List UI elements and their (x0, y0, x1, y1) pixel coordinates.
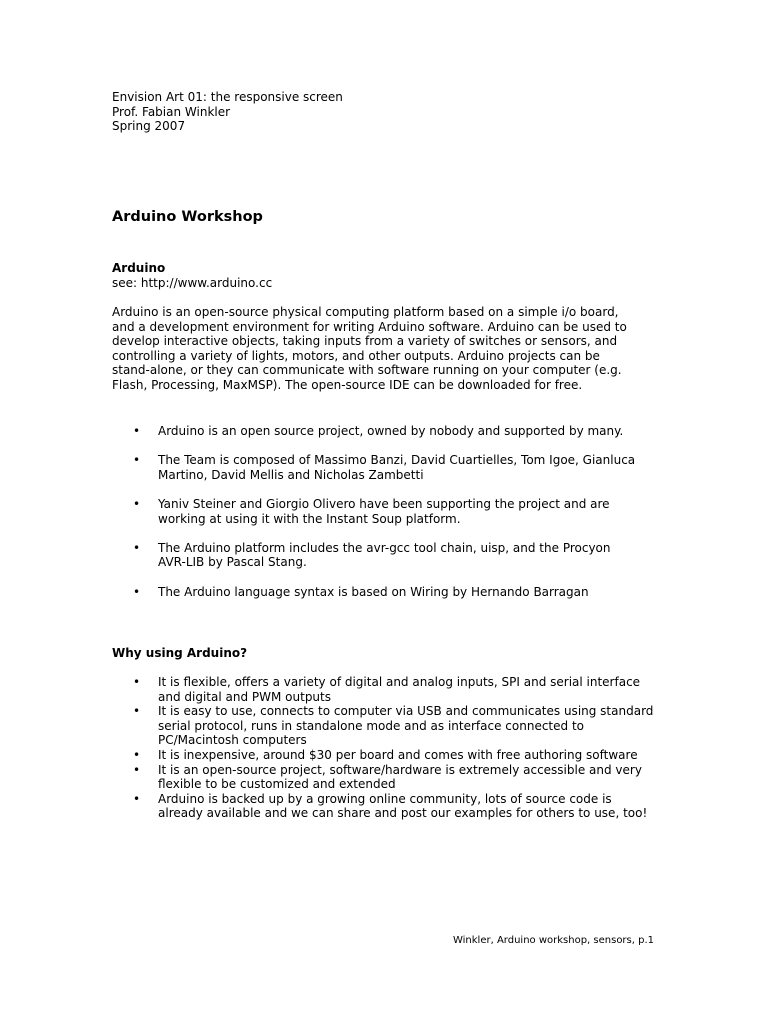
list-item (112, 585, 672, 600)
term: Spring 2007 (112, 119, 186, 134)
list-item-line: Martino, David Mellis and Nicholas Zambetti (158, 467, 424, 482)
list-item-line: working at using it with the Instant Soup platform. (158, 511, 461, 526)
page-footer: Winkler, Arduino workshop, sensors, p.1 (452, 935, 654, 946)
why-reasons-list (112, 675, 672, 821)
intro-line: and a development environment for writing Arduino software. Arduino can be used to (112, 319, 627, 334)
list-item-line: AVR-LIB by Pascal Stang. (158, 555, 307, 570)
intro-line: Arduino is an open-source physical computing platform based on a simple i/o board, (112, 305, 619, 319)
bullet-glyph: • (133, 675, 141, 689)
list-item-line: Yaniv Steiner and Giorgio Olivero have been supporting the project and are (158, 496, 610, 511)
arduino-facts-list (112, 424, 672, 614)
list-item-line: The Team is composed of Massimo Banzi, David Cuartielles, Tom Igoe, Gianluca (158, 453, 636, 468)
list-item (112, 763, 672, 792)
list-item (112, 453, 672, 482)
bullet-glyph: • (133, 704, 141, 719)
list-item-line: The Arduino language syntax is based on Wiring by Hernando Barragan (158, 584, 589, 599)
bullet-glyph: • (133, 540, 141, 555)
list-item-line: already available and we can share and post our examples for others to use, too! (158, 806, 648, 821)
list-item (112, 792, 672, 821)
document-header (112, 90, 672, 134)
list-item-line: serial protocol, runs in standalone mode and as interface connected to (158, 718, 584, 733)
list-item-line: It is easy to use, connects to computer via USB and communicates using standard (158, 704, 654, 719)
intro-line: Flash, Processing, MaxMSP). The open-source IDE can be downloaded for free. (112, 377, 583, 392)
list-item (112, 748, 672, 763)
list-item-line: It is flexible, offers a variety of digital and analog inputs, SPI and serial interface (158, 675, 641, 689)
why-heading: Why using Arduino? (112, 646, 248, 660)
list-item-line: flexible to be customized and extended (158, 777, 396, 792)
bullet-glyph: • (133, 453, 141, 468)
list-item-line: PC/Macintosh computers (158, 733, 307, 748)
intro-line: develop interactive objects, taking inputs from a variety of switches or sensors, and (112, 334, 618, 349)
bullet-glyph: • (133, 791, 141, 806)
intro-line: stand-alone, or they can communicate with software running on your computer (e.g. (112, 363, 622, 378)
list-item (112, 675, 672, 704)
list-item-line: It is inexpensive, around $30 per board and comes with free authoring software (158, 747, 638, 762)
bullet-glyph: • (133, 747, 141, 762)
list-item (112, 424, 672, 439)
arduino-see-link: see: http://www.arduino.cc (112, 275, 273, 290)
professor-name: Prof. Fabian Winkler (112, 104, 231, 119)
list-item (112, 704, 672, 748)
document-title: Arduino Workshop (112, 209, 263, 225)
list-item-line: and digital and PWM outputs (158, 689, 331, 704)
list-item (112, 541, 672, 570)
arduino-intro-paragraph (112, 305, 672, 393)
list-item-line: Arduino is backed up by a growing online community, lots of source code is (158, 791, 612, 806)
bullet-glyph: • (133, 584, 141, 599)
arduino-section-header (112, 261, 672, 290)
list-item (112, 497, 672, 526)
list-item-line: The Arduino platform includes the avr-gcc tool chain, uisp, and the Procyon (158, 540, 611, 555)
bullet-glyph: • (133, 762, 141, 777)
course-name: Envision Art 01: the responsive screen (112, 90, 343, 104)
list-item-line: Arduino is an open source project, owned by nobody and supported by many. (158, 424, 624, 438)
bullet-glyph: • (133, 424, 141, 438)
arduino-heading: Arduino (112, 261, 166, 275)
bullet-glyph: • (133, 496, 141, 511)
intro-line: controlling a variety of lights, motors, and other outputs. Arduino projects can be (112, 348, 600, 363)
list-item-line: It is an open-source project, software/hardware is extremely accessible and very (158, 762, 642, 777)
